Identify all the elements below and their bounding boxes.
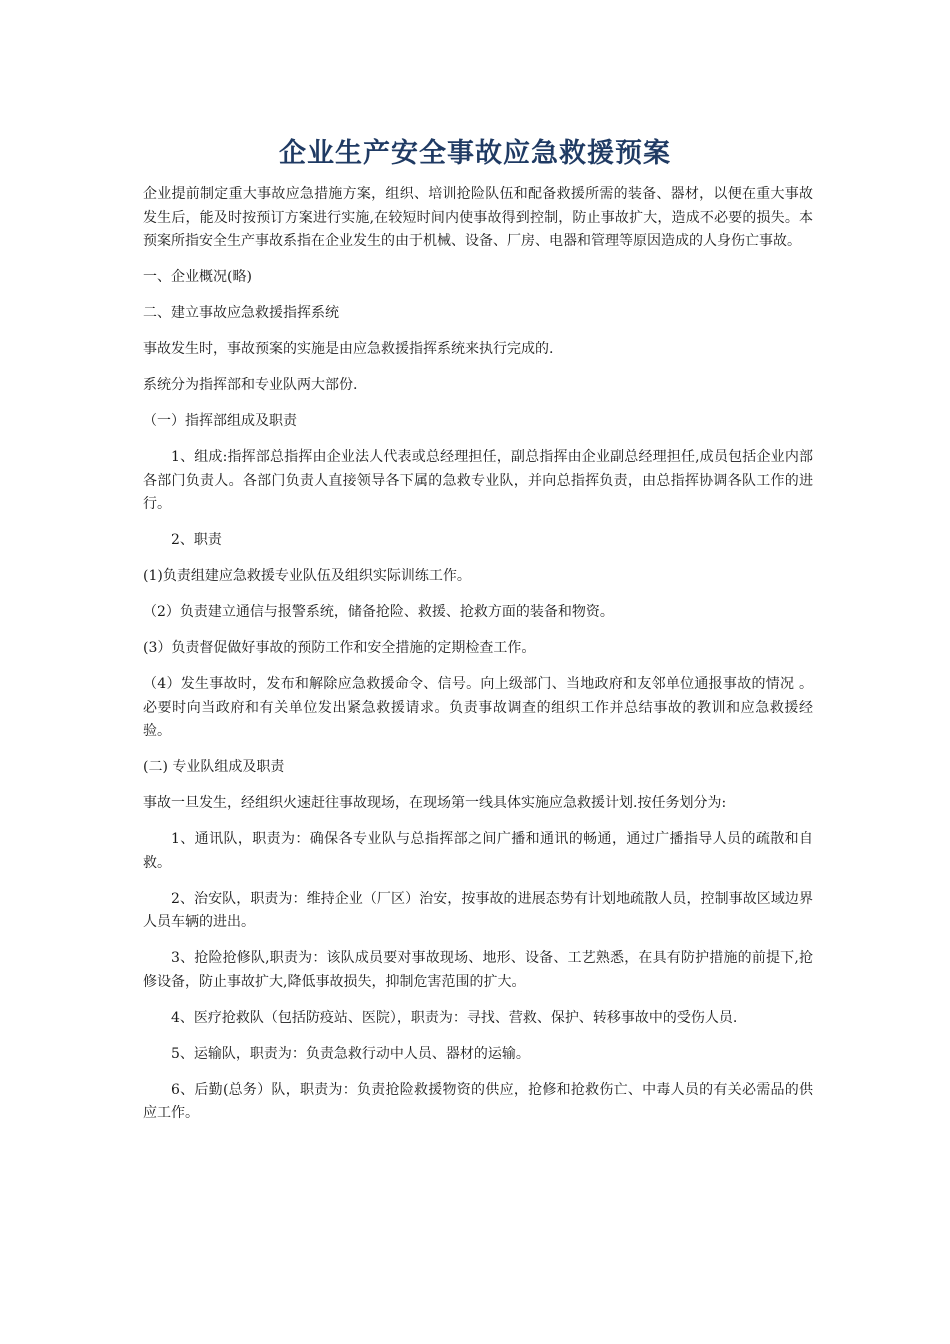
team-item-transport: 5、运输队，职责为：负责急救行动中人员、器材的运输。 xyxy=(171,1045,530,1062)
document-title: 企业生产安全事故应急救援预案 xyxy=(279,138,671,169)
paragraph-plan-execution: 事故发生时，事故预案的实施是由应急救援指挥系统来执行完成的. xyxy=(143,341,554,357)
paragraph-duties-heading: 2、职责 xyxy=(171,532,222,548)
paragraph-system-parts: 系统分为指挥部和专业队两大部份. xyxy=(143,377,358,393)
team-item-security: 2、治安队，职责为：维持企业（厂区）治安，按事故的进展态势有计划地疏散人员，控制事故区域边界人员车辆的进出。 xyxy=(143,890,813,930)
duty-item-3: (3）负责督促做好事故的预防工作和安全措施的定期检查工作。 xyxy=(143,640,536,656)
duty-item-2: （2）负责建立通信与报警系统，储备抢险、救援、抢救方面的装备和物资。 xyxy=(143,604,614,620)
duty-item-4: （4）发生事故时，发布和解除应急救援命令、信号。向上级部门、当地政府和友邻单位通报事故的情况 。必要时向当政府和有关单位发出紧急救援请求。负责事故调查的组织工作并总结事故的教训和应急救援经验。 xyxy=(143,676,813,739)
section-heading-command-system: 二、建立事故应急救援指挥系统 xyxy=(143,305,339,321)
team-item-logistics: 6、后勤(总务）队，职责为：负责抢险救援物资的供应，抢修和抢救伤亡、中毒人员的有关必需品的供应工作。 xyxy=(143,1081,813,1121)
intro-paragraph: 企业提前制定重大事故应急措施方案，组织、培训抢险队伍和配备救援所需的装备、器材，以便在重大事故发生后，能及时按预订方案进行实施,在较短时间内使事故得到控制，防止事故扩大，造成不必要的损失。本预案所指安全生产事故系指在企业发生的由于机械、设备、厂房、电器和管理等原因造成的人身伤亡事故。 xyxy=(143,186,813,249)
document-body xyxy=(143,183,813,1138)
team-item-repair: 3、抢险抢修队,职责为：该队成员要对事故现场、地形、设备、工艺熟悉，在具有防护措施的前提下,抢修设备，防止事故扩大,降低事故损失，抑制危害范围的扩大。 xyxy=(143,950,813,990)
team-item-communication: 1、通讯队，职责为：确保各专业队与总指挥部之间广播和通讯的畅通，通过广播指导人员的疏散和自救。 xyxy=(143,831,813,871)
subheading-command-center: （一）指挥部组成及职责 xyxy=(143,413,297,429)
team-item-medical: 4、医疗抢救队（包括防疫站、医院），职责为：寻找、营救、保护、转移事故中的受伤人员. xyxy=(171,1009,738,1026)
section-heading-overview: 一、企业概况(略) xyxy=(143,269,252,285)
subheading-special-teams: (二) 专业队组成及职责 xyxy=(143,759,285,775)
paragraph-teams-intro: 事故一旦发生，经组织火速赶往事故现场，在现场第一线具体实施应急救援计划.按任务划分为: xyxy=(143,795,727,811)
paragraph-composition: 1、组成:指挥部总指挥由企业法人代表或总经理担任，副总指挥由企业副总经理担任,成员包括企业内部各部门负责人。各部门负责人直接领导各下属的急救专业队，并向总指挥负责，由总指挥协调各队工作的进行。 xyxy=(143,449,813,512)
duty-item-1: (1)负责组建应急救援专业队伍及组织实际训练工作。 xyxy=(143,568,471,584)
